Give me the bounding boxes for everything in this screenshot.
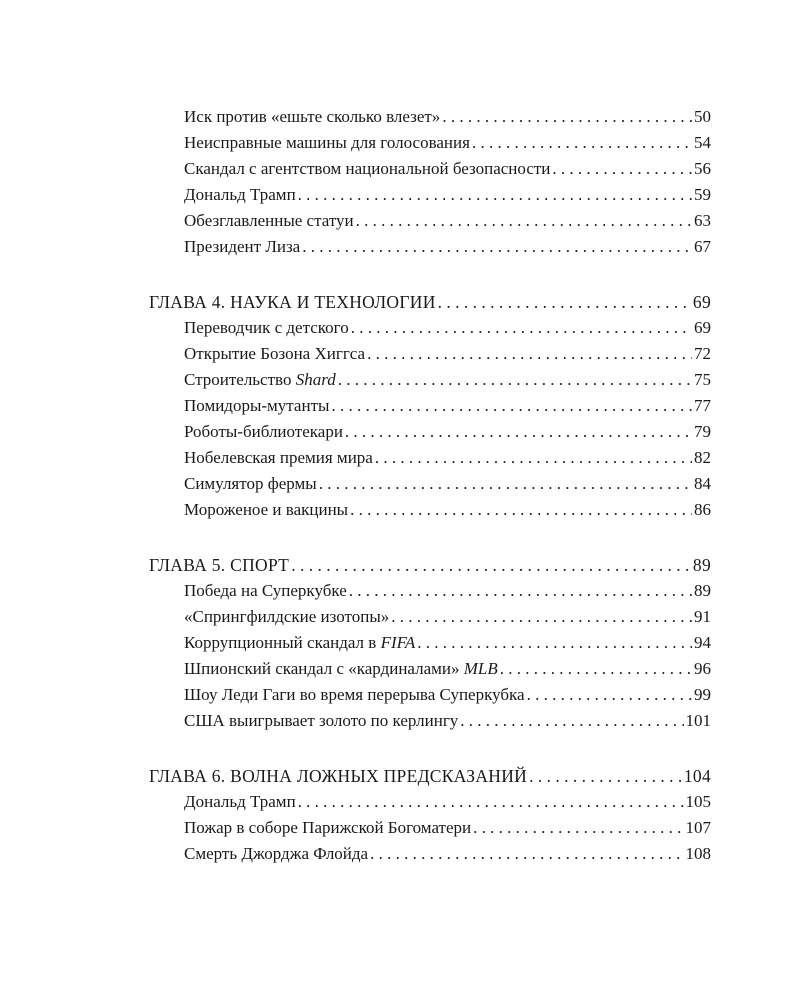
entry-title-text: Помидоры-мутанты <box>184 396 330 415</box>
entry-title-text: Пожар в соборе Парижской Богоматери <box>184 818 472 837</box>
page-number: 86 <box>694 500 711 519</box>
page-number: 89 <box>692 555 711 575</box>
toc-entry <box>0 656 711 682</box>
entry-title-text: Коррупционный скандал в <box>184 633 381 652</box>
entry-title-text: Симулятор фермы <box>184 474 317 493</box>
entry-title <box>184 367 336 393</box>
entry-title <box>184 130 470 156</box>
entry-title <box>184 604 389 630</box>
entry-title <box>184 497 348 523</box>
entry-title <box>184 419 343 445</box>
toc-entry <box>0 471 711 497</box>
chapter-title: ГЛАВА 6. ВОЛНА ЛОЖНЫХ ПРЕДСКАЗАНИЙ <box>149 766 528 786</box>
page-number: 89 <box>694 581 711 600</box>
dot-leader <box>370 841 683 867</box>
dot-leader <box>298 789 684 815</box>
page-number: 69 <box>692 292 711 312</box>
page-number: 50 <box>694 107 711 126</box>
toc-entry <box>0 604 711 630</box>
entry-title <box>184 789 296 815</box>
dot-leader <box>473 815 683 841</box>
toc-entry <box>0 130 711 156</box>
dot-leader <box>351 315 692 341</box>
entry-title-italic: Shard <box>295 370 336 389</box>
entry-title-text: Обезглавленные статуи <box>184 211 354 230</box>
dot-leader <box>391 604 692 630</box>
page-number: 77 <box>694 396 711 415</box>
entry-title <box>184 682 525 708</box>
page-number: 91 <box>694 607 711 626</box>
toc-entry <box>0 445 711 471</box>
entry-title-text: Шпионский скандал с «кардиналами» <box>184 659 464 678</box>
dot-leader <box>438 289 691 315</box>
page-number: 75 <box>694 370 711 389</box>
page-number: 84 <box>694 474 711 493</box>
entry-title-text: Дональд Трамп <box>184 185 296 204</box>
page-number: 82 <box>694 448 711 467</box>
page-number: 67 <box>694 237 711 256</box>
toc-entry <box>0 341 711 367</box>
toc-entry <box>0 315 711 341</box>
entry-title-text: Президент Лиза <box>184 237 301 256</box>
dot-leader <box>442 104 692 130</box>
entry-title <box>184 471 317 497</box>
page-number: 69 <box>694 318 711 337</box>
toc-entry <box>0 630 711 656</box>
dot-leader <box>460 708 683 734</box>
chapter-heading <box>0 552 711 578</box>
entry-title-text: Иск против «ешьте сколько влезет» <box>184 107 441 126</box>
entry-title-text: Неисправные машины для голосования <box>184 133 470 152</box>
table-of-contents <box>0 104 800 896</box>
toc-entry <box>0 578 711 604</box>
entry-title <box>184 815 471 841</box>
entry-title <box>184 578 347 604</box>
dot-leader <box>338 367 692 393</box>
dot-leader <box>527 682 692 708</box>
dot-leader <box>298 182 692 208</box>
toc-entry <box>0 708 711 734</box>
entry-title-text: США выигрывает золото по керлингу <box>184 711 459 730</box>
chapter-section <box>0 104 800 260</box>
entry-title-text: Смерть Джорджа Флойда <box>184 844 369 863</box>
toc-entry <box>0 393 711 419</box>
dot-leader <box>472 130 692 156</box>
entry-title <box>184 234 300 260</box>
dot-leader <box>302 234 692 260</box>
dot-leader <box>417 630 692 656</box>
dot-leader <box>552 156 692 182</box>
dot-leader <box>345 419 692 445</box>
chapter-section <box>0 552 800 734</box>
dot-leader <box>356 208 692 234</box>
toc-entry <box>0 367 711 393</box>
entry-title <box>184 208 354 234</box>
toc-entry <box>0 789 711 815</box>
page-number: 101 <box>685 711 711 730</box>
toc-entry <box>0 497 711 523</box>
entry-title-text: Мороженое и вакцины <box>184 500 349 519</box>
entry-title <box>184 841 368 867</box>
dot-leader <box>529 763 682 789</box>
page-number: 96 <box>694 659 711 678</box>
page-number: 94 <box>694 633 711 652</box>
toc-entry <box>0 841 711 867</box>
entry-title-text: Шоу Леди Гаги во время перерыва Суперкубка <box>184 685 525 704</box>
toc-entry <box>0 182 711 208</box>
page-number: 56 <box>694 159 711 178</box>
entry-title <box>184 156 550 182</box>
dot-leader <box>319 471 692 497</box>
page-number: 107 <box>685 818 711 837</box>
dot-leader <box>291 552 691 578</box>
entry-title-text: Нобелевская премия мира <box>184 448 373 467</box>
entry-title-text: Строительство <box>184 370 296 389</box>
dot-leader <box>367 341 692 367</box>
toc-entry <box>0 208 711 234</box>
entry-title-text: Скандал с агентством национальной безопасности <box>184 159 551 178</box>
dot-leader <box>500 656 692 682</box>
entry-title-text: Переводчик с детского <box>184 318 349 337</box>
toc-entry <box>0 815 711 841</box>
page-number: 63 <box>694 211 711 230</box>
page-number: 59 <box>694 185 711 204</box>
entry-title-text: Победа на Суперкубке <box>184 581 347 600</box>
dot-leader <box>349 578 692 604</box>
entry-title-italic: FIFA <box>380 633 416 652</box>
chapter-heading <box>0 289 711 315</box>
page-number: 104 <box>683 766 711 786</box>
page-number: 99 <box>694 685 711 704</box>
entry-title <box>184 315 349 341</box>
entry-title <box>184 393 329 419</box>
entry-title <box>184 656 498 682</box>
entry-title <box>184 104 440 130</box>
chapter-title: ГЛАВА 5. СПОРТ <box>149 555 290 575</box>
entry-title <box>184 708 458 734</box>
chapter-heading <box>0 763 711 789</box>
entry-title-text: «Спрингфилдские изотопы» <box>184 607 390 626</box>
chapter-section <box>0 289 800 523</box>
page-number: 72 <box>694 344 711 363</box>
chapter-section <box>0 763 800 867</box>
entry-title-italic: MLB <box>463 659 498 678</box>
entry-title <box>184 182 296 208</box>
page-number: 79 <box>694 422 711 441</box>
page-number: 105 <box>685 792 711 811</box>
entry-title-text: Открытие Бозона Хиггса <box>184 344 366 363</box>
toc-entry <box>0 234 711 260</box>
entry-title <box>184 445 373 471</box>
chapter-title: ГЛАВА 4. НАУКА И ТЕХНОЛОГИИ <box>149 292 436 312</box>
dot-leader <box>331 393 692 419</box>
toc-entry <box>0 419 711 445</box>
toc-entry <box>0 104 711 130</box>
dot-leader <box>375 445 692 471</box>
page-number: 108 <box>685 844 711 863</box>
entry-title <box>184 341 365 367</box>
entry-title <box>184 630 415 656</box>
entry-title-text: Роботы-библиотекари <box>184 422 343 441</box>
page-number: 54 <box>694 133 711 152</box>
entry-title-text: Дональд Трамп <box>184 792 296 811</box>
toc-entry <box>0 156 711 182</box>
toc-entry <box>0 682 711 708</box>
dot-leader <box>350 497 692 523</box>
